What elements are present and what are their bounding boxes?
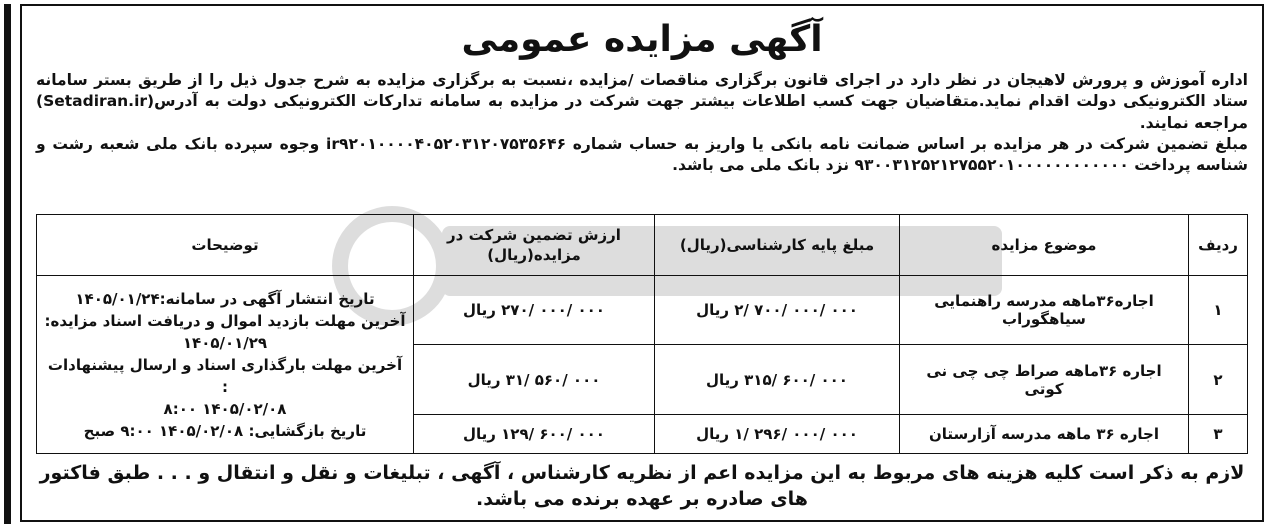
row-deposit: ۰۰۰ /۵۶۰ /۳۱ ریال [414,345,655,414]
row-number: ۱ [1189,276,1248,345]
row-base-price: ۰۰۰ /۶۰۰ /۳۱۵ ریال [655,345,900,414]
row-deposit: ۰۰۰ /۰۰۰ /۲۷۰ ریال [414,276,655,345]
header-row-number: ردیف [1189,215,1248,276]
row-base-price: ۰۰۰ /۰۰۰ /۲۹۶ /۱ ریال [655,414,900,453]
row-base-price: ۰۰۰ /۰۰۰ /۷۰۰ /۲ ریال [655,276,900,345]
row-number: ۳ [1189,414,1248,453]
notice-frame [20,4,1264,522]
row-number: ۲ [1189,345,1248,414]
notice-title: آگهی مزایده عمومی [461,19,823,60]
note-line: آخرین مهلت بازدید اموال و دریافت اسناد مزایده: [44,311,406,330]
note-line: آخرین مهلت بارگذاری اسناد و ارسال پیشنهادات : [47,355,403,396]
notes-cell [37,276,414,454]
intro-paragraph: اداره آموزش و پرورش لاهیجان در نظر دارد در اجرای قانون برگزاری مناقصات /مزایده ،نسبت به برگزاری مزایده به شرح جدول ذیل را از طریق بستر سامانه ستاد الکترونیکی دولت اقدام نماید.متقاضیان جهت کسب اطلاعات بیشتر جهت شرکت در مزایده به سامانه تدارکات الکترونیکی دولت به آدرس(Setadiran.ir) مراجعه نمایند. [36,71,1248,132]
note-line: تاریخ انتشار آگهی در سامانه:۱۴۰۵/۰۱/۲۴ [75,289,375,308]
footer-note: لازم به ذکر است کلیه هزینه های مربوط به این مزایده اعم از نظریه کارشناس ، آگهی ، تبلیغات و نقل و انتقال و . . . طبق فاکتور های صادره بر عهده برنده می باشد. [39,462,1245,510]
notice-body [36,70,1248,176]
table-header-row [37,215,1248,276]
left-border-rule [4,4,11,524]
deposit-paragraph: مبلغ تضمین شرکت در هر مزایده بر اساس ضمانت نامه بانکی یا واریز به حساب شماره ir۹۲۰۱۰۰۰۰۴۰۵۲۰۳۱۲۰۷۵۳۵۶۴۶ وجوه سپرده بانک ملی شعبه رشت و شناسه پرداخت ۹۳۰۰۳۱۲۵۲۱۲۷۵۵۲۰۱۰۰۰۰۰۰۰۰۰۰۰۰ نزد بانک ملی می باشد. [36,134,1248,175]
note-line: ۱۴۰۵/۰۲/۰۸ ۸:۰۰ [163,399,287,418]
table-row [37,276,1248,345]
auction-table [36,214,1248,454]
row-deposit: ۰۰۰ /۶۰۰ /۱۲۹ ریال [414,414,655,453]
note-line: ۱۴۰۵/۰۱/۲۹ [182,333,268,352]
header-subject: موضوع مزایده [900,215,1189,276]
note-line: تاریخ بازگشایی: ۱۴۰۵/۰۲/۰۸ ۹:۰۰ صبح [83,421,367,440]
header-notes: توضیحات [37,215,414,276]
row-subject: اجاره ۳۶ ماهه مدرسه آزارستان [900,414,1189,453]
header-deposit: ارزش تضمین شرکت در مزایده(ریال) [414,215,655,276]
header-base-price: مبلغ پایه کارشناسی(ریال) [655,215,900,276]
row-subject: اجاره ۳۶ماهه صراط چی چی نی کوتی [900,345,1189,414]
row-subject: اجاره۳۶ماهه مدرسه راهنمایی سیاهگوراب [900,276,1189,345]
